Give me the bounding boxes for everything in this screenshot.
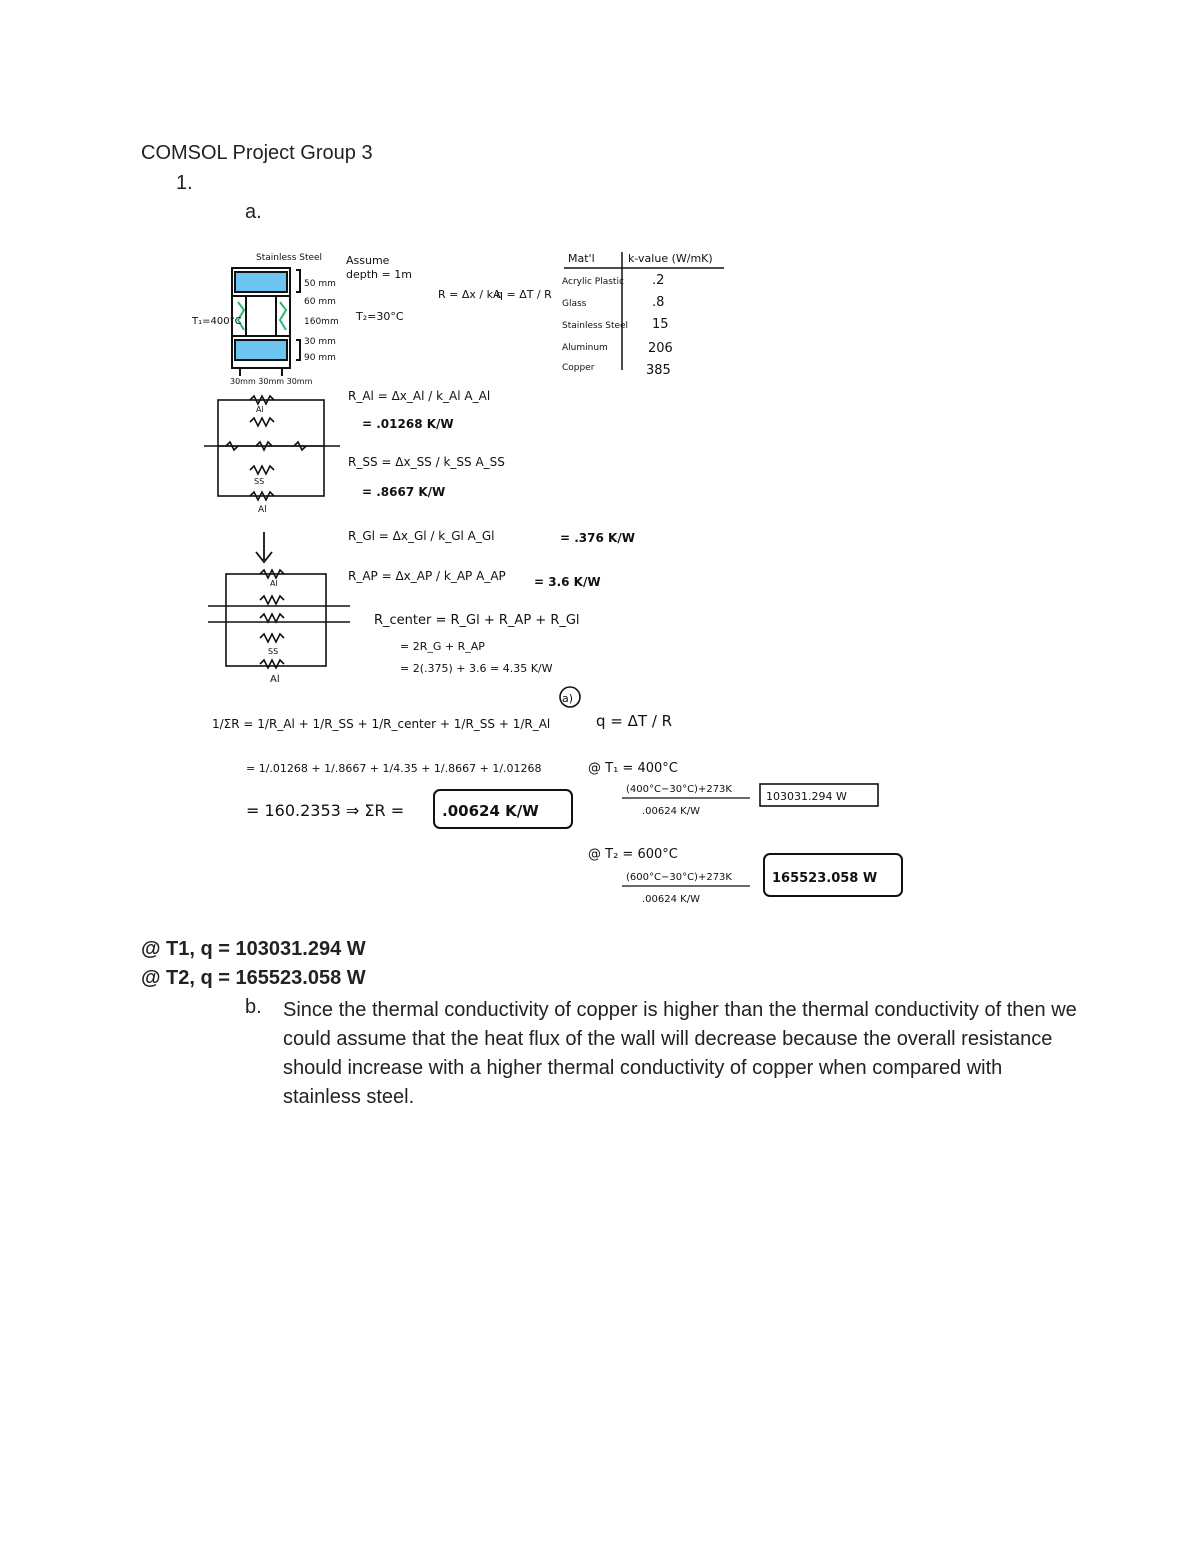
label-stainless: Stainless Steel (256, 253, 323, 263)
result-t2: @ T2, q = 165523.058 W (141, 967, 366, 989)
resistor-network-1 (204, 396, 340, 500)
table-row: .8 (652, 295, 665, 310)
table-row: 206 (648, 341, 673, 356)
down-arrow-icon (256, 532, 272, 562)
table-row: Glass (562, 299, 587, 309)
resistor-network-2 (208, 570, 350, 668)
table-row: .2 (652, 273, 665, 288)
label-widths: 30mm 30mm 30mm (230, 377, 313, 386)
list-item-b-text: Since the thermal conductivity of copper is higher than the thermal conductivity of then we could assume that the heat flux of the wall will decrease because the overall resistance should increase with a higher thermal conductivity of copper when compared with stainless steel. (283, 999, 1077, 1108)
table-row: Aluminum (562, 343, 608, 353)
table-header-kvalue: k-value (W/mK) (628, 252, 713, 265)
sum-equation: 1/ΣR = 1/R_Al + 1/R_SS + 1/R_center + 1/R_SS + 1/R_Al (212, 717, 551, 731)
q1-result: 103031.294 W (766, 790, 847, 803)
r-ap-value: = 3.6 K/W (534, 575, 601, 589)
q1-denominator: .00624 K/W (642, 806, 700, 817)
r-center-result: = 2(.375) + 3.6 = 4.35 K/W (400, 662, 553, 675)
sum-values: = 1/.01268 + 1/.8667 + 1/4.35 + 1/.8667 + 1/.01268 (246, 762, 542, 775)
res-ss-label: SS (268, 647, 279, 656)
r-al-equation: R_Al = Δx_Al / k_Al A_Al (348, 389, 491, 403)
q2-result: 165523.058 W (772, 871, 878, 886)
at-t1-label: @ T₁ = 400°C (588, 761, 678, 776)
dim-160mm: 160mm (304, 317, 339, 327)
res-al-label: Al (270, 674, 280, 685)
table-row: 15 (652, 317, 669, 332)
at-t2-label: @ T₂ = 600°C (588, 847, 678, 862)
r-formula: R = Δx / kA (438, 288, 501, 301)
table-header-material: Mat'l (568, 252, 595, 265)
label-assume: Assume (346, 254, 390, 267)
r-ap-equation: R_AP = Δx_AP / k_AP A_AP (348, 569, 506, 583)
label-t2: T₂=30°C (356, 310, 404, 323)
q1-numerator: (400°C−30°C)+273K (626, 784, 732, 795)
list-item-a-marker: a. (245, 201, 262, 223)
circle-a-label: a) (562, 692, 574, 705)
document-title: COMSOL Project Group 3 (141, 142, 373, 164)
list-number: 1. (176, 172, 193, 194)
r-center-equation: R_center = R_Gl + R_AP + R_Gl (374, 613, 580, 628)
label-depth: depth = 1m (346, 268, 412, 281)
label-t1: T₁=400°C (192, 316, 242, 327)
table-row: 385 (646, 363, 671, 378)
sum-result: = 160.2353 ⇒ ΣR = (246, 801, 405, 820)
r-ss-equation: R_SS = Δx_SS / k_SS A_SS (348, 455, 505, 469)
dim-50mm: 50 mm (304, 279, 336, 289)
wall-diagram (232, 268, 300, 376)
dim-30mm: 30 mm (304, 337, 336, 347)
res-ss-label: SS (254, 477, 265, 486)
r-center-step: = 2R_G + R_AP (400, 640, 485, 653)
table-row: Copper (562, 363, 595, 373)
dim-90mm: 90 mm (304, 353, 336, 363)
handwritten-notes (190, 240, 920, 910)
table-row: Stainless Steel (562, 321, 629, 331)
r-ss-value: = .8667 K/W (362, 485, 446, 499)
k-value-table (562, 252, 724, 378)
result-t1: @ T1, q = 103031.294 W (141, 938, 366, 960)
sum-boxed-value: .00624 K/W (442, 802, 539, 820)
q-formula: q = ΔT / R (496, 288, 552, 301)
res-al-label: Al (270, 579, 278, 588)
res-al-label: Al (256, 405, 264, 414)
q-main-formula: q = ΔT / R (596, 712, 673, 730)
q2-numerator: (600°C−30°C)+273K (626, 872, 732, 883)
q2-denominator: .00624 K/W (642, 894, 700, 905)
r-gl-value: = .376 K/W (560, 531, 635, 545)
r-al-value: = .01268 K/W (362, 417, 454, 431)
dim-60mm: 60 mm (304, 297, 336, 307)
res-al-label: Al (258, 505, 267, 515)
table-row: Acrylic Plastic (562, 277, 624, 287)
list-item-b-marker: b. (245, 996, 262, 1018)
r-gl-equation: R_Gl = Δx_Gl / k_Gl A_Gl (348, 529, 495, 543)
